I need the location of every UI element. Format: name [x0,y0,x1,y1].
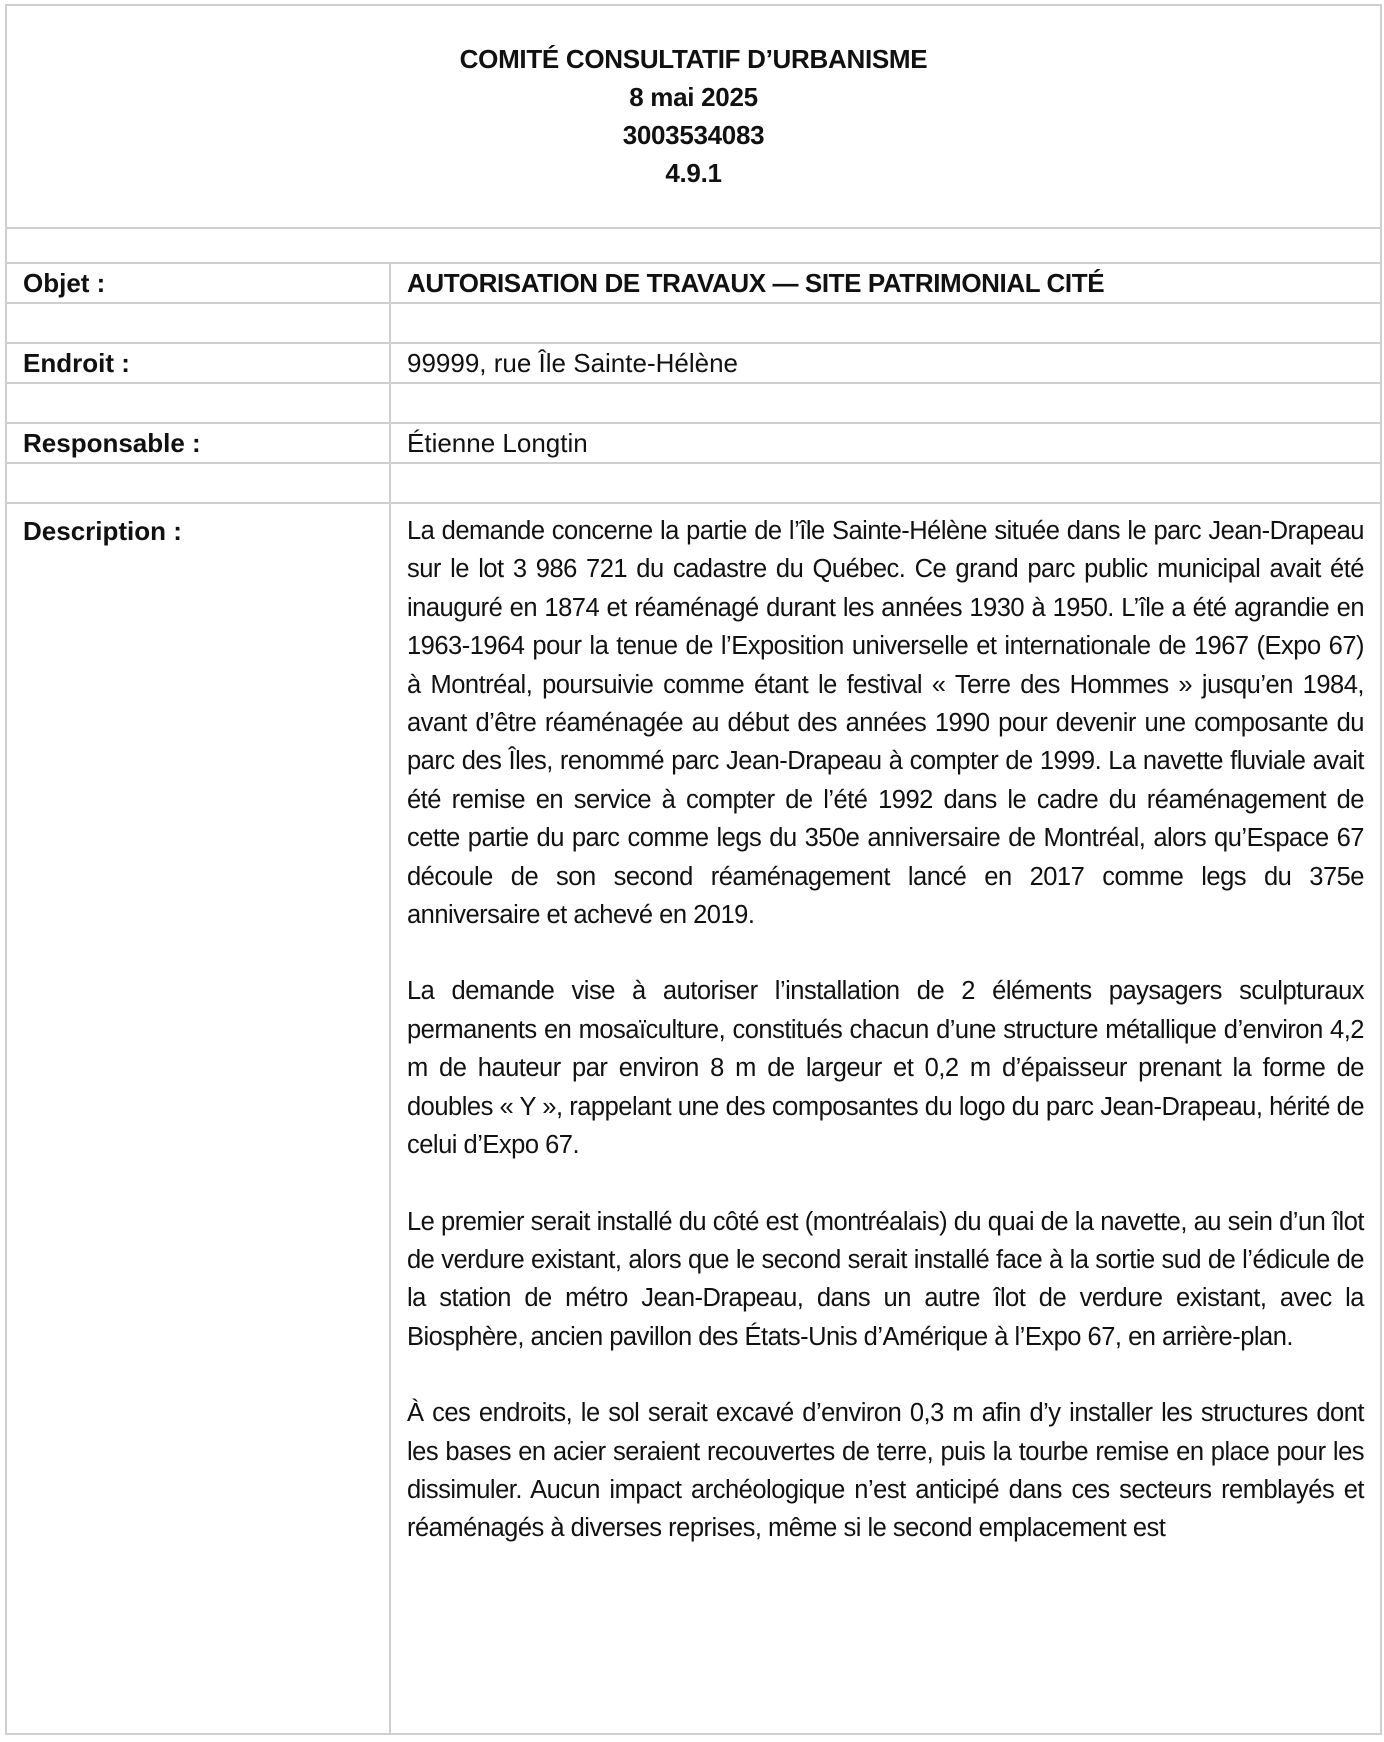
description-value-cell [391,504,1380,1733]
document-header [7,6,1380,229]
object-label: Objet : [23,267,106,298]
location-label-cell [7,344,391,382]
responsible-label-cell [7,424,391,462]
location-label: Endroit : [23,347,130,378]
description-paragraph: Le premier serait installé du côté est (montréalais) du quai de la navette, au sein d’un îlot de verdure existant, alors que le second serait installé face à la sortie sud de l’édicule de la station de métro Jean-Drapeau, dans un autre îlot de verdure existant, avec la Biosphère, ancien pavillon des États-Unis d’Amérique à l’Expo 67, en arrière-plan. [407,1207,1364,1351]
object-row [7,264,1380,304]
description-paragraph: La demande concerne la partie de l’île Sainte-Hélène située dans le parc Jean-Drapeau sur le lot 3 986 721 du cadastre du Québec. Ce grand parc public municipal avait été inauguré en 1874 et réaménagé durant les années 1930 à 1950. L’île a été agrandie en 1963-1964 pour la tenue de l’Exposition universelle et internationale de 1967 (Expo 67) à Montréal, poursuivie comme étant le festival « Terre des Hommes » jusqu’en 1984, avant d’être réaménagée au début des années 1990 pour devenir une composante du parc des Îles, renommé parc Jean-Drapeau à compter de 1999. La navette fluviale avait été remise en service à compter de l’été 1992 dans le cadre du réaménagement de cette partie du parc comme legs du 350e anniversaire de Montréal, alors qu’Espace 67 découle de son second réaménagement lancé en 2017 comme legs du 375e anniversaire et achevé en 2019. [407,517,1364,930]
committee-title: COMITÉ CONSULTATIF D’URBANISME [459,44,928,74]
description-text [407,512,1364,1586]
description-label: Description : [23,516,182,546]
responsible-value-cell [391,424,1380,462]
description-row [7,504,1380,1733]
object-value: AUTORISATION DE TRAVAUX — SITE PATRIMONIAL CITÉ [407,267,1105,298]
spacer-row [7,229,1380,264]
meeting-date: 8 mai 2025 [629,82,758,112]
responsible-value: Étienne Longtin [407,427,588,458]
description-paragraph: La demande vise à autoriser l’installation de 2 éléments paysagers sculpturaux permanents en mosaïculture, constitués chacun d’une structure métallique d’environ 4,2 m de hauteur par environ 8 m de largeur et 0,2 m d’épaisseur prenant la forme de doubles « Y », rappelant une des composantes du logo du parc Jean-Drapeau, hérité de celui d’Expo 67. [407,977,1364,1160]
description-paragraph: À ces endroits, le sol serait excavé d’environ 0,3 m afin d’y installer les structures dont les bases en acier seraient recouvertes de terre, puis la tourbe remise en place pour les dissimuler. Aucun impact archéologique n’est anticipé dans ces secteurs remblayés et réaménagés à diverses reprises, même si le second emplacement est [407,1399,1364,1543]
spacer-row [7,384,1380,424]
spacer-cell [7,464,391,502]
responsible-label: Responsable : [23,427,201,458]
file-number: 3003534083 [622,120,765,150]
object-label-cell [7,264,391,302]
spacer-row [7,464,1380,504]
document-table [5,4,1382,1735]
spacer-row [7,304,1380,344]
location-value-cell [391,344,1380,382]
description-label-cell [7,504,391,1733]
spacer-cell [7,384,391,422]
object-value-cell [391,264,1380,302]
spacer-cell [7,304,391,342]
responsible-row [7,424,1380,464]
location-row [7,344,1380,384]
location-value: 99999, rue Île Sainte-Hélène [407,347,739,378]
item-number: 4.9.1 [665,158,722,188]
